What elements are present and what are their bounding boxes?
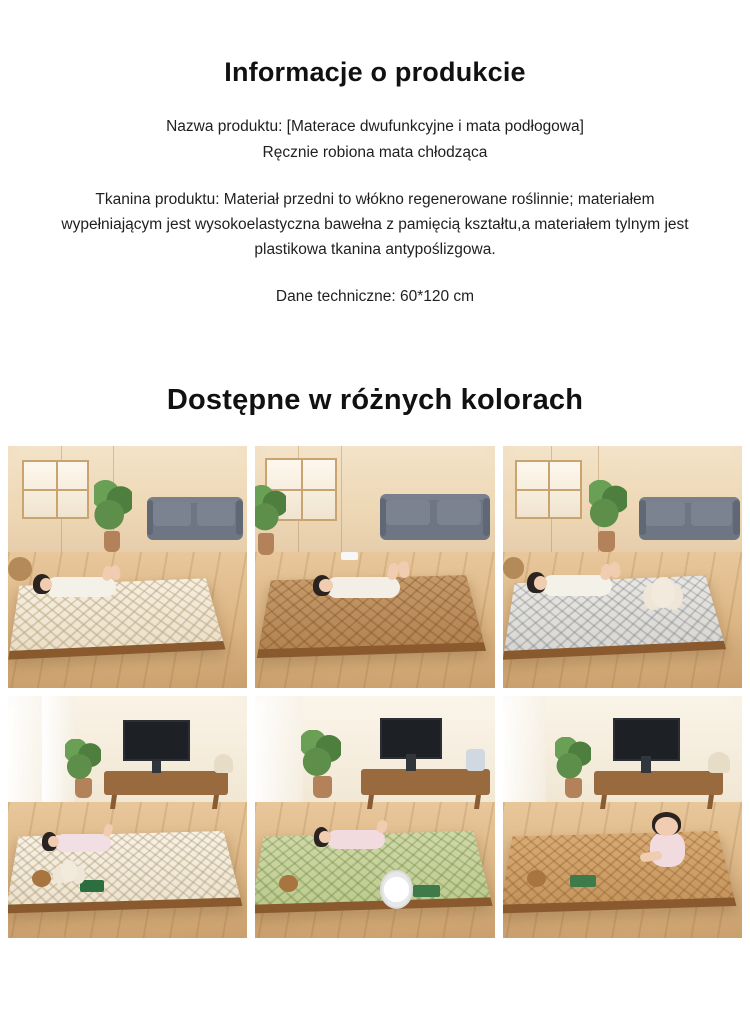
product-specifications — [30, 114, 720, 309]
tv — [123, 720, 190, 761]
tv — [380, 718, 442, 759]
plant-leaves-icon — [255, 485, 286, 538]
teddy-bear-prop — [651, 577, 675, 608]
person — [37, 822, 128, 863]
window — [22, 460, 89, 518]
plant-leaves-icon — [301, 730, 342, 783]
photo-mat-grey-living-room[interactable] — [503, 446, 742, 688]
section-title-colors: Dostępne w różnych kolorach — [166, 384, 584, 417]
tv-stand — [361, 769, 490, 796]
plant-leaves-icon — [65, 739, 101, 785]
photo-mat-lightbeige-tv-room[interactable] — [8, 696, 247, 938]
electric-fan — [380, 870, 414, 909]
stool-prop — [32, 870, 51, 887]
book-prop — [570, 875, 596, 887]
person — [27, 565, 132, 609]
spec-technical-data: Dane techniczne: 60*120 cm — [275, 288, 475, 306]
person — [308, 817, 404, 861]
tv — [613, 718, 680, 762]
spec-product-fabric: Tkanina produktu: Materiał przedni to włókno regenerowane roślinnie; materiałem wypełniającym jest wysokoelastyczna bawełna z pamięcią kształtu,a materiałem tylnym jest plastikowa tkanina antypoślizgowa. — [61, 190, 689, 258]
page-title-product-info: Informacje o produkcie — [224, 57, 526, 88]
appliance-prop — [466, 749, 485, 771]
tv-neck — [641, 756, 651, 773]
photo-mat-brown-living-room[interactable] — [255, 446, 494, 688]
window — [515, 460, 582, 518]
book-prop — [80, 880, 104, 892]
sofa — [147, 497, 243, 541]
product-detail-page — [0, 18, 750, 1018]
vase-prop — [214, 754, 233, 773]
plant-leaves-icon — [589, 480, 627, 536]
wall-panel — [341, 446, 342, 557]
sofa — [380, 494, 490, 540]
curtain — [255, 696, 303, 817]
tv-stand — [104, 771, 228, 795]
person — [637, 807, 699, 880]
plant-leaves-icon — [555, 737, 591, 785]
remote-prop — [341, 552, 358, 559]
tv-stand — [594, 771, 723, 795]
vase-prop — [708, 752, 730, 774]
sofa — [639, 497, 740, 541]
photo-mat-green-tv-room[interactable] — [255, 696, 494, 938]
spec-product-name: Nazwa produktu: [Materace dwufunkcyjne i mata podłogowa] Ręcznie robiona mata chłodząca — [166, 118, 584, 161]
photo-mat-beige-living-room[interactable] — [8, 446, 247, 688]
person — [522, 562, 632, 608]
plant-leaves-icon — [94, 480, 132, 538]
stool-prop — [527, 870, 546, 887]
color-variant-gallery — [0, 446, 750, 938]
tv-neck — [406, 754, 416, 771]
person — [308, 562, 423, 610]
curtain — [503, 696, 546, 812]
book-prop — [413, 885, 439, 897]
photo-mat-tan-tv-room[interactable] — [503, 696, 742, 938]
